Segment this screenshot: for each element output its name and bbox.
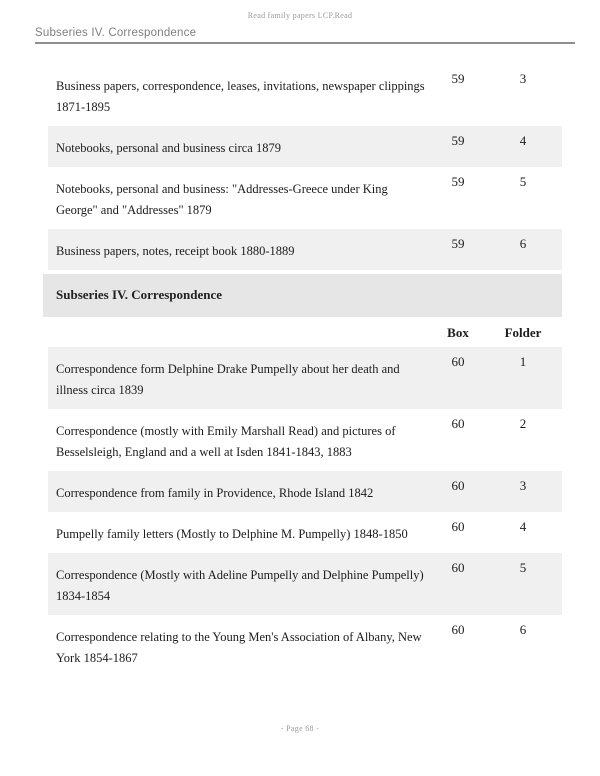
folder-value: 4 [519,133,527,148]
table-row [48,347,562,409]
item-title: Notebooks, personal and business circa 1879 [56,141,281,155]
page-number-footer: - Page 68 - [280,724,320,733]
item-title: Correspondence (mostly with Emily Marshall Read) and pictures of Besselsleigh, England and a well at Isden 1841-1843, 1883 [56,424,396,459]
running-header: Subseries IV. Correspondence [35,27,197,39]
container-list-table [43,64,562,677]
box-value: 60 [451,478,465,493]
table-row [48,471,562,512]
table-row [48,229,562,270]
table-row [48,409,562,471]
folder-value: 5 [519,560,527,575]
folder-value: 5 [519,174,527,189]
box-value: 60 [451,622,465,637]
box-value: 60 [451,354,465,369]
folder-value: 4 [519,519,527,534]
box-value: 60 [451,560,465,575]
folder-value: 2 [519,416,527,431]
rows-before-section [43,64,562,270]
table-row [48,126,562,167]
header-rule [35,42,575,44]
folder-value: 6 [519,236,527,251]
table-row [48,553,562,615]
item-title: Business papers, notes, receipt book 1880-1889 [56,244,295,258]
table-row [48,512,562,553]
collection-title-header: Read family papers LCP.Read [247,11,353,20]
item-title: Correspondence from family in Providence, Rhode Island 1842 [56,486,374,500]
item-title: Correspondence form Delphine Drake Pumpelly about her death and illness circa 1839 [56,362,400,397]
table-row [48,167,562,229]
item-title: Business papers, correspondence, leases, invitations, newspaper clippings 1871-1895 [56,79,425,114]
item-title: Pumpelly family letters (Mostly to Delphine M. Pumpelly) 1848-1850 [56,527,408,541]
folder-value: 6 [519,622,527,637]
item-title: Notebooks, personal and business: "Addresses-Greece under King George" and "Addresses" 1879 [56,182,388,217]
section-heading: Subseries IV. Correspondence [43,274,562,317]
folder-value: 3 [519,478,527,493]
column-header-spacer [48,325,432,341]
box-value: 59 [451,236,465,251]
box-column-header: Box [447,325,469,340]
folder-value: 1 [519,354,527,369]
table-row [48,64,562,126]
box-value: 59 [451,174,465,189]
rows-after-section [43,347,562,677]
item-title: Correspondence relating to the Young Men's Association of Albany, New York 1854-1867 [56,630,422,665]
table-row [48,615,562,677]
item-title: Correspondence (Mostly with Adeline Pumpelly and Delphine Pumpelly) 1834-1854 [56,568,424,603]
box-value: 59 [451,71,465,86]
column-header-row [48,317,562,347]
box-value: 60 [451,416,465,431]
box-value: 59 [451,133,465,148]
box-value: 60 [451,519,465,534]
folder-column-header: Folder [504,325,542,340]
folder-value: 3 [519,71,527,86]
